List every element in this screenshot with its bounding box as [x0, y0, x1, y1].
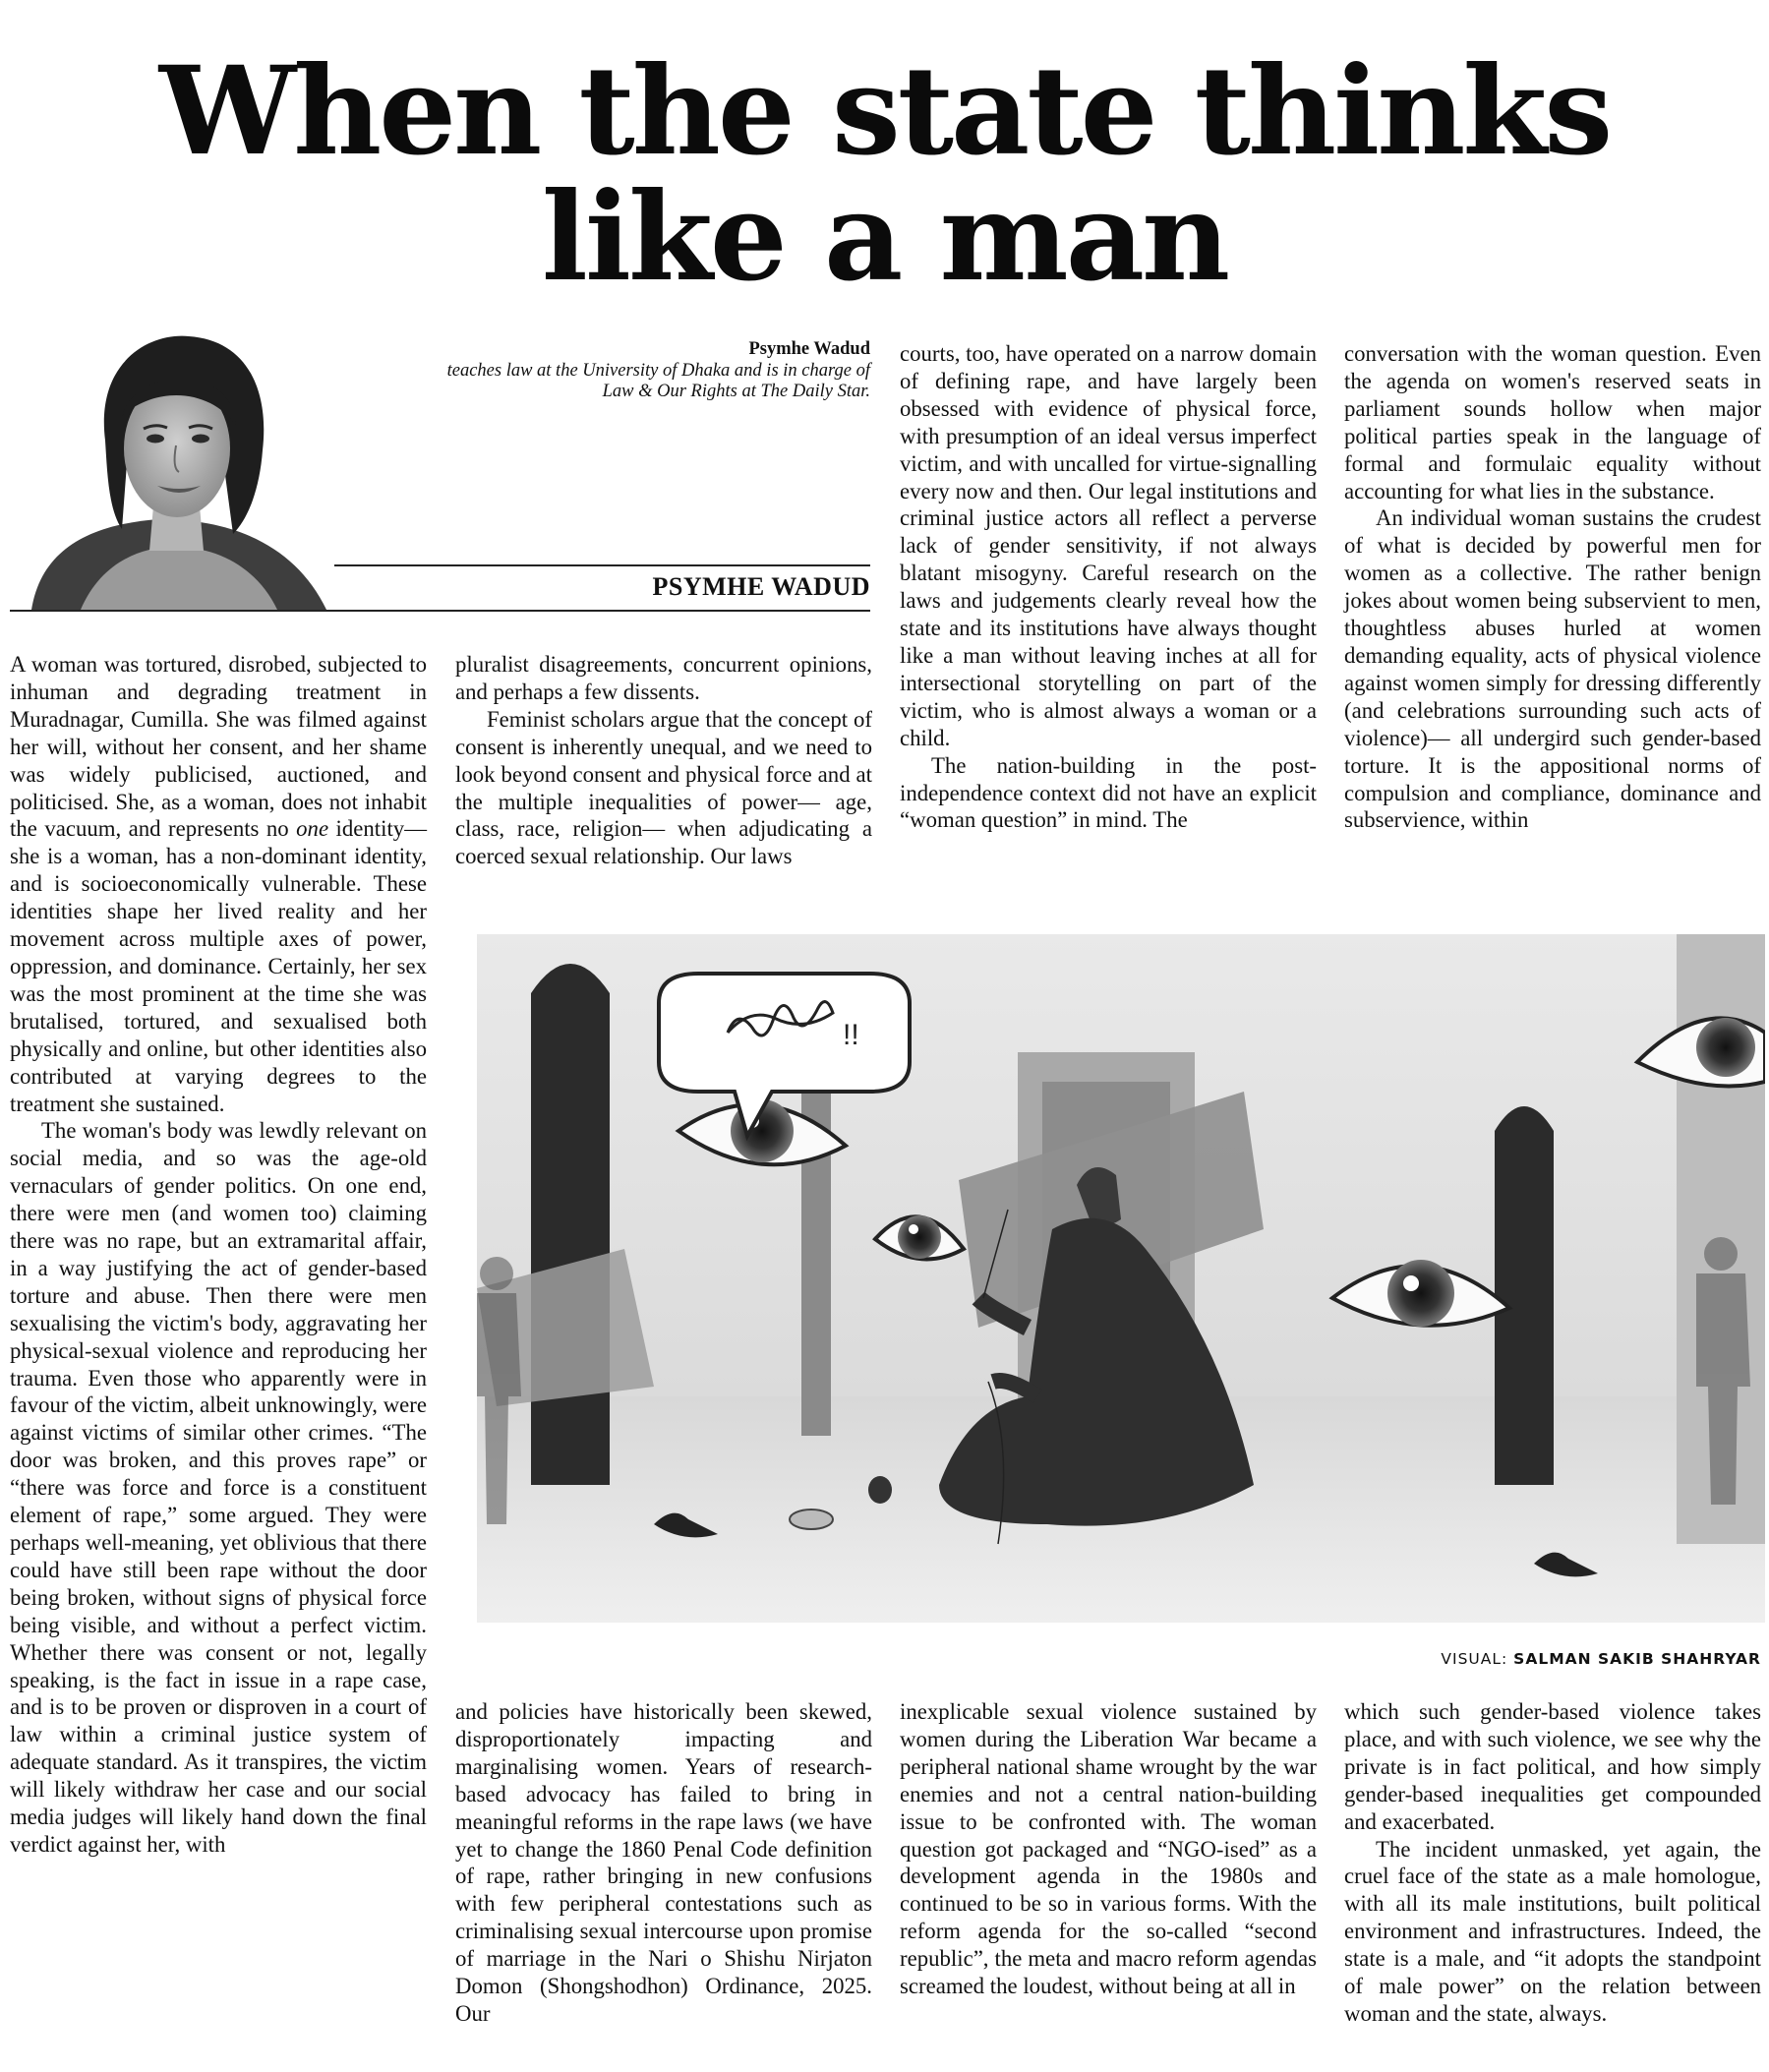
- author-portrait: [12, 323, 336, 610]
- column-4-top: [1344, 340, 1761, 834]
- col3-paragraph-1: courts, too, have operated on a narrow domain of defining rape, and have largely been obsessed with evidence of physical force, with presumption of an ideal versus imperfect victim, and with uncalled for virtue-signalling every now and then. Our legal institutions and criminal justice actors all reflect a perverse lack of gender sensitivity, if not always blatant misogyny. Careful research on the laws and judgements clearly reveal how the state and its institutions have always thought like a man without leaving inches at all for intersectional storytelling on part of the victim, who is almost always a woman or a child.: [900, 341, 1317, 750]
- col1-paragraph-1: A woman was tortured, disrobed, subjected to inhuman and degrading treatment in Muradnagar, Cumilla. She was filmed against her will, without her consent, and her shame was widely publicised, auctioned, and politicised. She, as a woman, does not inhabit the vacuum, and represents no one identity—she is a woman, has a non-dominant identity, and is socioeconomically vulnerable. These identities shape her lived reality and her movement across multiple axes of power, oppression, and dominance. Certainly, her sex was the most prominent at the time she was brutalised, tortured, and sexualised both physically and online, but other identities also contributed at varying degrees to the treatment she sustained.: [10, 652, 427, 1116]
- headline: [0, 40, 1769, 309]
- bowl: [790, 1510, 833, 1529]
- byline-name: Psymhe Wadud: [748, 339, 870, 359]
- column-1: [10, 651, 427, 1859]
- col1-paragraph-2: The woman's body was lewdly relevant on social media, and so was the age-old vernaculars of gender politics. On one end, there were men (and women too) claiming there was no rape, but an extramarital affair, in a way justifying the act of gender-based torture and abuse. Then there were men sexualising the victim's body, aggravating her physical-sexual violence and reproducing her trauma. Even those who apparently were in favour of the victim, albeit unknowingly, were against victims of similar other crimes. “The door was broken, and this proves rape” or “there was force and force is a constituent element of rape,” some argued. They were perhaps well-meaning, yet oblivious that there could have still been rape without the door being broken, without signs of physical force being visible, and without a perfect victim. Whether there was consent or not, legally speaking, is the fact in issue in a rape case, and is to be proven or disproven in a court of law within a criminal justice system of adequate standard. As it transpires, the victim will likely withdraw her case and our social media judges will likely hand down the final verdict against her, with: [10, 1118, 427, 1857]
- col3-bottom-paragraph-1: inexplicable sexual violence sustained by women during the Liberation War became a peripheral national shame wrought by the war enemies and not a central nation-building issue to be confronted with. The woman question got packaged and “NGO-ised” as a development agenda in the 1980s and continued to be so in various forms. With the reform agenda for the so-called “second republic”, the meta and macro reform agendas screamed the loudest, without being at all in: [900, 1699, 1317, 1999]
- col2-paragraph-2: Feminist scholars argue that the concept of consent is inherently unequal, and we need to look beyond consent and physical force and at the multiple inequalities of power— age, class, race, religion— when adjudicating a coerced sexual relationship. Our laws: [455, 706, 872, 869]
- col4-bottom-paragraph-1: which such gender-based violence takes place, and with such violence, we see why the private is in fact political, and how simply gender-based inequalities get compounded and exacerbated.: [1344, 1699, 1761, 1834]
- column-3-top: [900, 340, 1317, 834]
- author-name-caps: PSYMHE WADUD: [652, 572, 870, 601]
- col4-paragraph-2: An individual woman sustains the crudest of what is decided by powerful men for women as a collective. The rather benign jokes about women being subservient to men, thoughtless abuses hurled at women demanding equality, acts of physical violence against women simply for dressing differently (and celebrations surrounding such acts of violence)— all undergird such gender-based torture. It is the appositional norms of compulsion and compliance, dominance and subservience, within: [1344, 505, 1761, 833]
- byline-description: teaches law at the University of Dhaka and is in charge of Law & Our Rights at The Daily Star.: [446, 360, 870, 401]
- credit-name: SALMAN SAKIB SHAHRYAR: [1513, 1650, 1761, 1668]
- illustration-credit: [1441, 1650, 1761, 1668]
- column-2-bottom: [455, 1698, 872, 2028]
- col3-paragraph-2: The nation-building in the post-independence context did not have an explicit “woman question” in mind. The: [900, 752, 1317, 833]
- byline-rule-bottom: [10, 610, 870, 612]
- col2-bottom-paragraph-1: and policies have historically been skewed, disproportionately impacting and marginalising women. Years of research-based advocacy has failed to bring in meaningful reforms in the rape laws (we have yet to change the 1860 Penal Code definition of rape, rather bringing in new confusions with few peripheral contestations such as criminalising sexual intercourse upon promise of marriage in the Nari o Shishu Nirjaton Domon (Shongshodhon) Ordinance, 2025. Our: [455, 1699, 872, 2026]
- credit-label: VISUAL:: [1441, 1650, 1508, 1668]
- column-4-bottom: [1344, 1698, 1761, 2028]
- column-2-top: [455, 651, 872, 870]
- speech-bubble-text: !!: [843, 1019, 859, 1051]
- col4-paragraph-1: conversation with the woman question. Even the agenda on women's reserved seats in parliament sounds hollow when major political parties speak in the language of formal and formulaic equality without accounting for what lies in the substance.: [1344, 341, 1761, 503]
- byline-info: [413, 339, 870, 403]
- col2-paragraph-1: pluralist disagreements, concurrent opinions, and perhaps a few dissents.: [455, 652, 872, 704]
- column-3-bottom: [900, 1698, 1317, 2000]
- headline-line-1: When the state thinks: [158, 40, 1611, 183]
- spool: [868, 1476, 892, 1504]
- article-illustration: [477, 934, 1765, 1623]
- byline-rule-top: [334, 564, 870, 566]
- headline-line-2: like a man: [541, 166, 1228, 309]
- col4-bottom-paragraph-2: The incident unmasked, yet again, the cruel face of the state as a male homologue, with all its male institutions, built political environment and infrastructures. Indeed, the state is a male, and “it adopts the standpoint of male power” on the relation between woman and the state, always.: [1344, 1836, 1761, 2026]
